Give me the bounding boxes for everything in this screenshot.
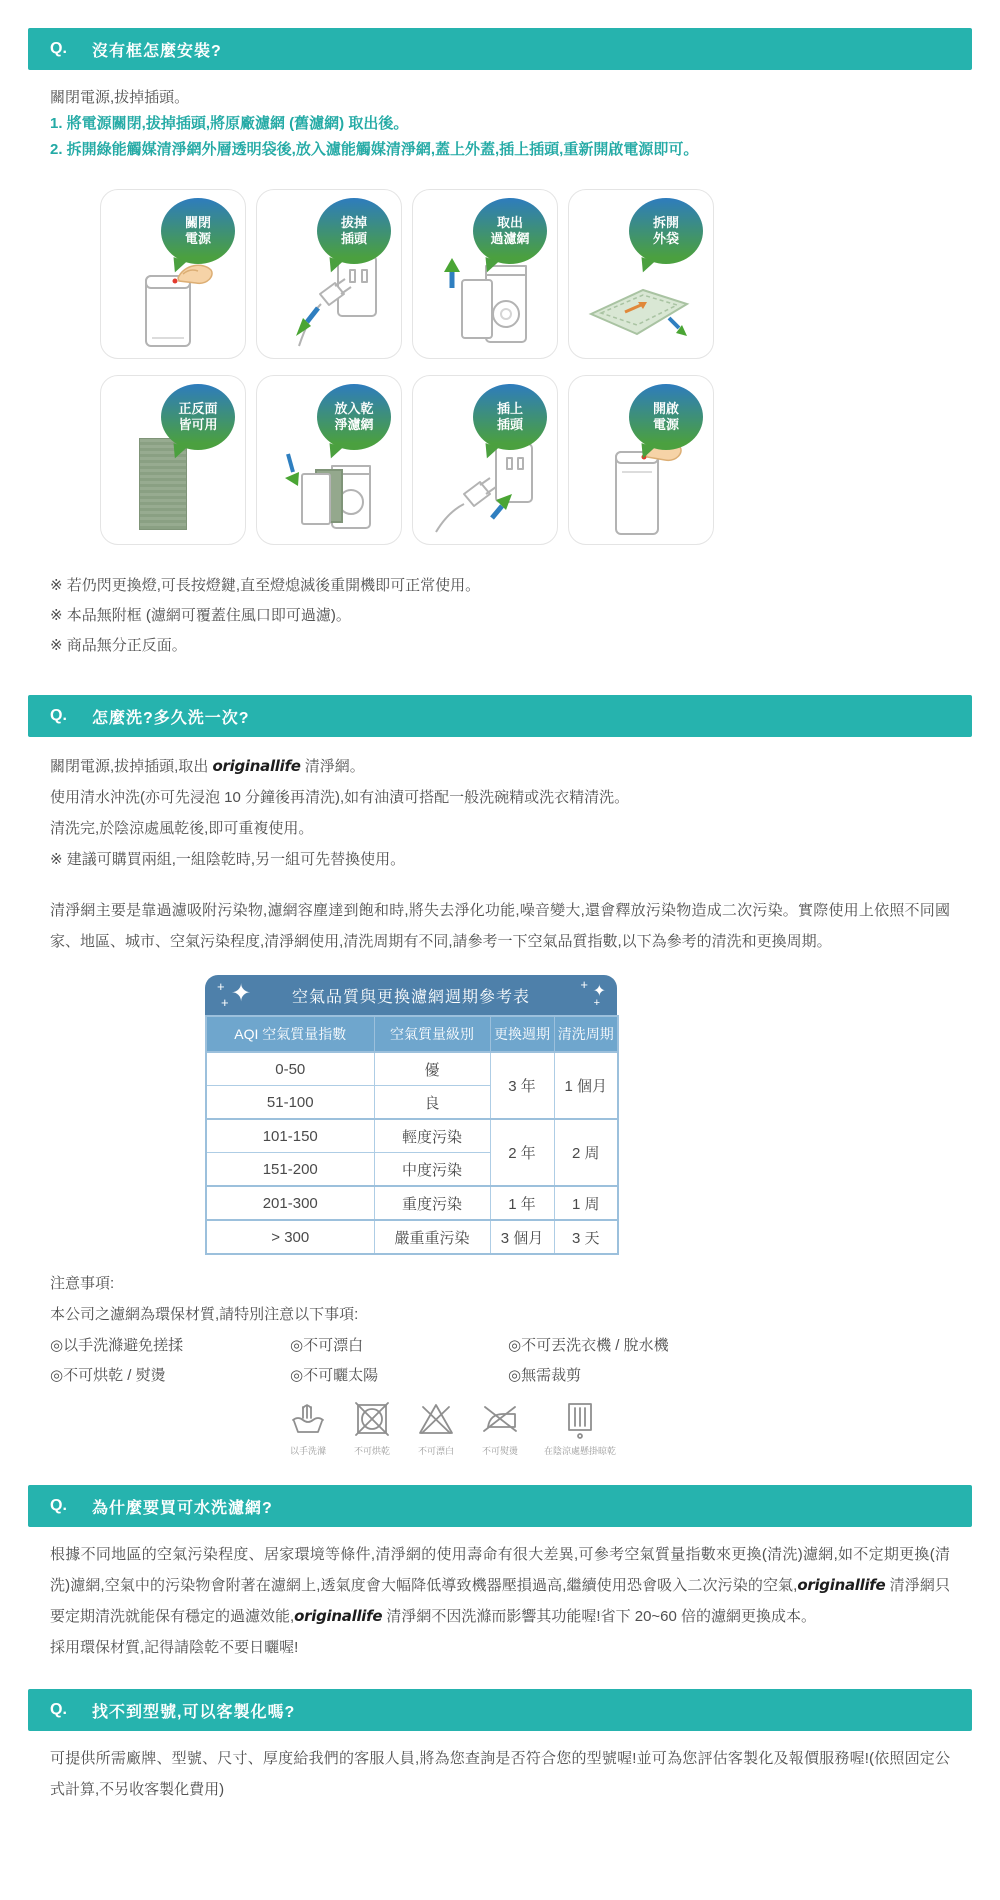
question-header-custom <box>28 1689 972 1731</box>
aqi-table-title <box>205 975 617 1015</box>
q3-closing-line: 採用環保材質,記得請陰乾不要日曬喔! <box>50 1639 299 1656</box>
step-balloon <box>629 198 703 264</box>
q1-body <box>28 84 972 661</box>
level-cell: 輕度污染 <box>374 1119 490 1153</box>
notice-item: ◎不可漂白 <box>290 1337 364 1354</box>
sparkle-icon: + <box>217 979 226 994</box>
column-header: 空氣質量級別 <box>374 1016 490 1052</box>
q4-paragraph: 可提供所需廠牌、型號、尺寸、厚度給我們的客服人員,將為您查詢是否符合您的型號喔!並可為您評估客製化及報價服務喔!(依照固定公式計算,不另收客製化費用) <box>50 1750 950 1798</box>
text-run: 清淨網不因洗滌而影響其功能喔!省下 20~60 倍的濾網更換成本。 <box>382 1608 817 1625</box>
aqi-table-title-text: 空氣品質與更換濾網週期參考表 <box>291 988 530 1006</box>
q2-line-1 <box>50 751 950 782</box>
balloon-text: 開啟 <box>652 401 679 416</box>
step-balloon <box>161 384 235 450</box>
notice-item: ◎不可烘乾 / 熨燙 <box>50 1367 166 1384</box>
question-header-washing <box>28 695 972 737</box>
aqi-table-grid <box>205 1015 619 1255</box>
no-bleach-icon <box>416 1399 456 1441</box>
step-card-open-bag <box>568 189 714 359</box>
table-header-row <box>206 1016 618 1052</box>
step-balloon <box>317 198 391 264</box>
step-card-remove-filter <box>412 189 558 359</box>
wash-cycle-cell: 1 個月 <box>554 1052 618 1119</box>
step-balloon <box>317 384 391 450</box>
column-header: 清洗周期 <box>554 1016 618 1052</box>
notice-subheading: 本公司之濾網為環保材質,請特別注意以下事項: <box>50 1306 359 1323</box>
question-title: 為什麼要買可水洗濾網? <box>92 1499 273 1517</box>
text-run: 清淨網只要定期清洗就能保有穩定的過濾效能, <box>50 1577 951 1625</box>
care-caption: 不可熨燙 <box>481 1446 518 1456</box>
table-row <box>206 1119 618 1153</box>
replace-cycle-cell: 1 年 <box>490 1186 554 1220</box>
text-run: 清淨網。 <box>300 758 365 775</box>
step-card-plug-in <box>412 375 558 545</box>
care-item <box>480 1399 520 1457</box>
level-cell: 中度污染 <box>374 1153 490 1187</box>
aqi-cell: 0-50 <box>206 1052 374 1086</box>
q3-paragraph <box>50 1539 950 1632</box>
level-cell: 良 <box>374 1086 490 1120</box>
aqi-reference-table <box>205 975 617 1255</box>
sparkle-icon: + <box>580 977 589 992</box>
balloon-text: 拔掉 <box>340 215 367 230</box>
sparkle-icon: + <box>593 997 601 1009</box>
q1-notes <box>50 571 950 661</box>
table-row <box>206 1220 618 1254</box>
sparkle-icon: ✦ <box>592 983 607 1000</box>
step-card-unplug <box>256 189 402 359</box>
question-title: 沒有框怎麼安裝? <box>92 42 222 60</box>
balloon-text: 電源 <box>184 231 211 246</box>
q4-body <box>28 1743 972 1805</box>
balloon-text: 取出 <box>496 215 523 230</box>
text-run: 根據不同地區的空氣污染程度、居家環境等條件,清淨網的使用壽命有很大差異,可參考空氣質量指數來更換(清洗)濾網,如不定期更換(清洗)濾網,空氣中的污染物會附著在濾網上,透氣度會大幅降低導致機器壓損過高,繼續使用恐會吸入二次污染的空氣, <box>50 1546 950 1594</box>
drip-dry-shade-icon <box>560 1399 600 1441</box>
install-step-cards <box>100 189 950 545</box>
step-card-power-on <box>568 375 714 545</box>
balloon-text: 放入乾 <box>334 401 374 416</box>
balloon-text: 淨濾網 <box>334 417 374 432</box>
note-line: ※ 商品無分正反面。 <box>50 637 187 654</box>
balloon-text: 插頭 <box>496 417 523 432</box>
q2-line-4: ※ 建議可購買兩組,一組陰乾時,另一組可先替換使用。 <box>50 851 406 868</box>
q2-paragraph: 清淨網主要是靠過濾吸附污染物,濾網容塵達到飽和時,將失去淨化功能,噪音變大,還會釋放污染物造成二次污染。實際使用上依照不同國家、地區、城市、空氣污染程度,清淨網使用,清洗周期有不同,請參考一下空氣品質指數,以下為參考的清洗和更換周期。 <box>50 902 950 950</box>
care-item <box>416 1399 456 1457</box>
question-header-install <box>28 28 972 70</box>
care-item <box>352 1399 392 1457</box>
notice-item: ◎無需裁剪 <box>508 1367 582 1384</box>
q1-step-2: 2. 拆開綠能觸媒清淨網外層透明袋後,放入濾能觸媒清淨網,蓋上外蓋,插上插頭,重新開啟電源即可。 <box>50 141 699 158</box>
column-header: 更換週期 <box>490 1016 554 1052</box>
note-line: ※ 本品無附框 (濾網可覆蓋住風口即可過濾)。 <box>50 607 351 624</box>
wash-cycle-cell: 1 周 <box>554 1186 618 1220</box>
brand-logo: originallife <box>797 1576 886 1594</box>
balloon-text: 關閉 <box>184 215 211 230</box>
table-row <box>206 1186 618 1220</box>
aqi-cell: 201-300 <box>206 1186 374 1220</box>
step-balloon <box>473 198 547 264</box>
care-item <box>288 1399 328 1457</box>
step-balloon <box>473 384 547 450</box>
notice-list <box>50 1334 950 1385</box>
care-item <box>544 1399 616 1457</box>
aqi-cell: 151-200 <box>206 1153 374 1187</box>
balloon-text: 皆可用 <box>178 417 218 432</box>
notice-item: ◎以手洗滌避免搓揉 <box>50 1337 184 1354</box>
level-cell: 優 <box>374 1052 490 1086</box>
level-cell: 嚴重重污染 <box>374 1220 490 1254</box>
balloon-text: 拆開 <box>652 215 679 230</box>
wash-cycle-cell: 2 周 <box>554 1119 618 1186</box>
care-caption: 不可漂白 <box>417 1446 454 1456</box>
no-iron-icon <box>480 1399 520 1441</box>
q2-body <box>28 751 972 1457</box>
note-line: ※ 若仍閃更換燈,可長按燈鍵,直至燈熄滅後重開機即可正常使用。 <box>50 577 481 594</box>
step-balloon <box>161 198 235 264</box>
q2-line-2: 使用清水沖洗(亦可先浸泡 10 分鐘後再清洗),如有油漬可搭配一般洗碗精或洗衣精清洗。 <box>50 789 630 806</box>
notice-heading: 注意事項: <box>50 1275 115 1292</box>
step-card-power-off <box>100 189 246 359</box>
care-caption: 以手洗滌 <box>289 1446 326 1456</box>
notice-item: ◎不可曬太陽 <box>290 1367 379 1384</box>
question-header-washable <box>28 1485 972 1527</box>
wash-cycle-cell: 3 天 <box>554 1220 618 1254</box>
replace-cycle-cell: 2 年 <box>490 1119 554 1186</box>
sparkle-icon: + <box>221 995 230 1010</box>
replace-cycle-cell: 3 個月 <box>490 1220 554 1254</box>
q-label: Q. <box>50 40 67 57</box>
no-tumble-dry-icon <box>352 1399 392 1441</box>
step-card-insert-filter <box>256 375 402 545</box>
balloon-text: 正反面 <box>178 401 218 416</box>
q1-step-1: 1. 將電源關閉,拔掉插頭,將原廠濾網 (舊濾網) 取出後。 <box>50 115 409 132</box>
hand-wash-icon <box>288 1399 328 1441</box>
text-run: 關閉電源,拔掉插頭,取出 <box>50 758 213 775</box>
question-title: 找不到型號,可以客製化嗎? <box>92 1703 296 1721</box>
aqi-cell: 101-150 <box>206 1119 374 1153</box>
q1-intro: 關閉電源,拔掉插頭。 <box>50 89 190 106</box>
q-label: Q. <box>50 1701 67 1718</box>
balloon-text: 過濾網 <box>490 231 530 246</box>
brand-logo: originallife <box>212 757 301 775</box>
sparkle-icon: ✦ <box>231 980 253 1007</box>
level-cell: 重度污染 <box>374 1186 490 1220</box>
care-caption: 不可烘乾 <box>353 1446 390 1456</box>
question-title: 怎麼洗?多久洗一次? <box>92 709 250 727</box>
balloon-text: 外袋 <box>652 231 679 246</box>
balloon-text: 插頭 <box>340 231 367 246</box>
q2-line-3: 清洗完,於陰涼處風乾後,即可重複使用。 <box>50 820 314 837</box>
column-header: AQI 空氣質量指數 <box>206 1016 374 1052</box>
q-label: Q. <box>50 707 67 724</box>
step-balloon <box>629 384 703 450</box>
aqi-cell: 51-100 <box>206 1086 374 1120</box>
aqi-cell: > 300 <box>206 1220 374 1254</box>
notice-item: ◎不可丟洗衣機 / 脫水機 <box>508 1337 669 1354</box>
q-label: Q. <box>50 1497 67 1514</box>
q3-body <box>28 1539 972 1663</box>
balloon-text: 電源 <box>652 417 679 432</box>
care-caption: 在陰涼處懸掛晾乾 <box>544 1446 617 1456</box>
balloon-text: 插上 <box>496 401 523 416</box>
step-card-both-sides <box>100 375 246 545</box>
care-symbols <box>288 1399 950 1457</box>
replace-cycle-cell: 3 年 <box>490 1052 554 1119</box>
table-row <box>206 1052 618 1086</box>
brand-logo: originallife <box>294 1607 383 1625</box>
